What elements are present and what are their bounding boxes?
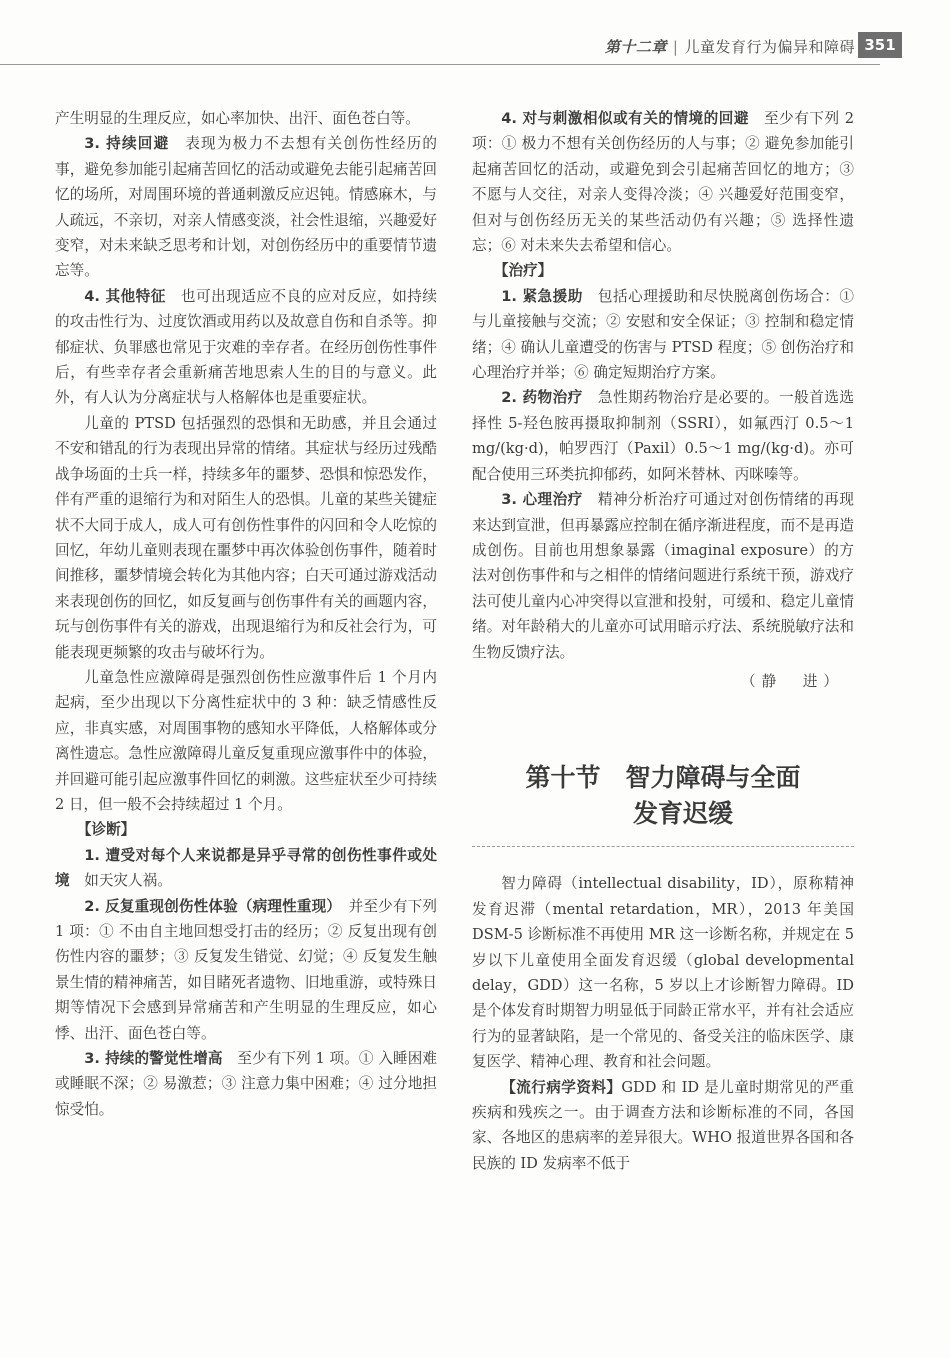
subheading: 2. 反复重现创伤性体验（病理性重现） <box>84 897 334 915</box>
paragraph-text: 急性期药物治疗是必要的。一般首选选择性 5-羟色胺再摄取抑制剂（SSRI），如氟西汀 0.5～1 mg/(kg·d)，帕罗西汀（Paxil）0.5～1 mg/(kg·d)。亦可配合使用三环类抗抑郁药，如阿米替林、丙咪嗪等。 <box>472 389 854 483</box>
section-title <box>472 760 854 832</box>
paragraph-text: 至少有下列 1 项。① 入睡困难或睡眠不深；② 易激惹；③ 注意力集中困难；④ 过分地担惊受怕。 <box>55 1050 438 1118</box>
paragraph-avoidance <box>55 131 437 283</box>
subheading: 1. 遭受对每个人来说都是异乎寻常的创伤性事件或处境 <box>55 846 437 890</box>
section-title-line-2: 发育迟缓 <box>632 799 733 829</box>
treatment-item <box>472 385 854 487</box>
paragraph: 智力障碍（intellectual disability，ID），原称精神发育迟滞（mental retardation，MR），2013 年美国 DSM-5 诊断标准不再使用 MR 这一诊断名称，并规定在 5 岁以下儿童使用全面发育迟缓（global developmental delay，GDD）这一名称，5 岁以上才诊断智力障碍。ID 是个体发育时期智力明显低于同龄正常水平，并有社会适应行为的显著缺陷，是一个常见的、备受关注的临床医学、康复医学、精神心理、教育和社会问题。 <box>472 875 854 1071</box>
subheading: 4. 对与刺激相似或有关的情境的回避 <box>501 110 749 127</box>
subheading: 3. 持续回避 <box>84 135 170 153</box>
paragraph-text: 如天灾人祸。 <box>84 872 172 890</box>
epidemiology-paragraph <box>472 1075 854 1177</box>
subheading: 2. 药物治疗 <box>501 389 583 407</box>
paragraph: 产生明显的生理反应，如心率加快、出汗、面色苍白等。 <box>55 110 420 127</box>
left-column <box>55 106 437 1122</box>
subheading: 3. 持续的警觉性增高 <box>84 1050 223 1068</box>
section-label-treatment: 【治疗】 <box>493 262 553 280</box>
diagnosis-item <box>55 894 437 1046</box>
paragraph: 儿童的 PTSD 包括强烈的恐惧和无助感，并且会通过不安和错乱的行为表现出异常的情绪。其症状与经历过残酷战争场面的士兵一样，持续多年的噩梦、恐惧和惊恐发作，伴有严重的退缩行为和对陌生人的恐惧。儿童的某些关键症状不大同于成人，成人可有创伤性事件的闪回和令人吃惊的回忆，年幼儿童则表现在噩梦中再次体验创伤事件，随着时间推移，噩梦情境会转化为其他内容；白天可通过游戏活动来表现创伤的回忆，如反复画与创伤事件有关的画题内容，玩与创伤事件有关的游戏，出现退缩行为和反社会行为，可能表现更频繁的攻击与破坏行为。 <box>55 414 438 661</box>
paragraph-text: 表现为极力不去想有关创伤性经历的事，避免参加能引起痛苦回忆的活动或避免去能引起痛苦回忆的场所，对周围环境的普通刺激反应迟钝。情感麻木，与人疏远，不亲切，对亲人情感变淡，社会性退缩，兴趣爱好变窄，对未来缺乏思考和计划，对创伤经历中的重要情节遗忘等。 <box>55 135 437 280</box>
subheading: 4. 其他特征 <box>84 287 166 305</box>
treatment-item <box>472 284 854 386</box>
section-label-diagnosis: 【诊断】 <box>76 821 136 839</box>
right-column <box>472 106 854 1176</box>
treatment-item <box>472 487 854 665</box>
paragraph: 儿童急性应激障碍是强烈创伤性应激事件后 1 个月内起病，至少出现以下分离性症状中的 3 种：缺乏情感性反应，非真实感，对周围事物的感知水平降低，人格解体或分离性遗忘。急性应激障碍儿童反复重现应激事件中的体验，并回避可能引起应激事件回忆的刺激。这些症状至少可持续 2 日，但一般不会持续超过 1 个月。 <box>55 668 437 813</box>
paragraph-text: 并至少有下列 1 项：① 不由自主地回想受打击的经历；② 反复出现有创伤性内容的噩梦；③ 反复发生错觉、幻觉；④ 反复发生触景生情的精神痛苦，如目睹死者遗物、旧地重游，或特殊日期等情况下会感到异常痛苦和产生明显的生理反应，如心悸、出汗、面色苍白等。 <box>55 897 437 1042</box>
diagnosis-item <box>55 1046 437 1122</box>
running-title <box>605 36 855 57</box>
diagnosis-item <box>55 843 437 894</box>
paragraph-text: 也可出现适应不良的应对反应，如持续的攻击性行为、过度饮酒或用药以及故意自伤和自杀等。抑郁症状、负罪感也常见于灾难的幸存者。在经历创伤性事件后，有些幸存者会重新痛苦地思索人生的目的与意义。此外，有人认为分离症状与人格解体也是重要症状。 <box>55 287 437 407</box>
paragraph-text: 包括心理援助和尽快脱离创伤场合：① 与儿童接触与交流；② 安慰和安全保证；③ 控制和稳定情绪；④ 确认儿童遭受的伤害与 PTSD 程度；⑤ 创伤治疗和心理治疗并举；⑥ 确定短期治疗方案。 <box>472 287 854 382</box>
diagnosis-item <box>472 106 854 258</box>
chapter-label: 第十二章 <box>604 38 667 56</box>
paragraph-text: 精神分析治疗可通过对创伤情绪的再现来达到宣泄，但再暴露应控制在循序渐进程度，而不是再造成创伤。目前也用想象暴露（imaginal exposure）的方法对创伤事件和与之相伴的情绪问题进行系统干预，游戏疗法可使儿童内心冲突得以宣泄和投射，可缓和、稳定儿童情绪。对年龄稍大的儿童亦可试用暗示疗法、系统脱敏疗法和生物反馈疗法。 <box>472 491 854 661</box>
page-number: 351 <box>858 32 902 58</box>
paragraph-text: GDD 和 ID 是儿童时期常见的严重疾病和残疾之一。由于调查方法和诊断标准的不同，各国家、各地区的患病率的差异很大。WHO 报道世界各国和各民族的 ID 发病率不低于 <box>472 1078 854 1172</box>
section-label-epidemiology: 【流行病学资料】 <box>501 1078 622 1096</box>
subheading: 3. 心理治疗 <box>501 491 583 509</box>
chapter-title: 儿童发育行为偏异和障碍 <box>684 38 855 56</box>
paragraph-text: 至少有下列 2 项：① 极力不想有关创伤经历的人与事；② 避免参加能引起痛苦回忆的活动，或避免到会引起痛苦回忆的地方；③ 不愿与人交往，对亲人变得冷淡；④ 兴趣爱好范围变窄，但对与创伤经历无关的某些活动仍有兴趣；⑤ 选择性遗忘；⑥ 对未来失去希望和信心。 <box>472 110 854 255</box>
page-header <box>0 30 950 66</box>
section-title-line-1: 第十节 智力障碍与全面 <box>525 763 801 793</box>
title-divider <box>472 846 854 847</box>
header-separator: | <box>672 38 679 56</box>
subheading: 1. 紧急援助 <box>501 287 583 305</box>
paragraph-other-features <box>55 284 437 411</box>
author-credit: （静 进） <box>741 672 844 690</box>
header-rule <box>0 64 880 65</box>
